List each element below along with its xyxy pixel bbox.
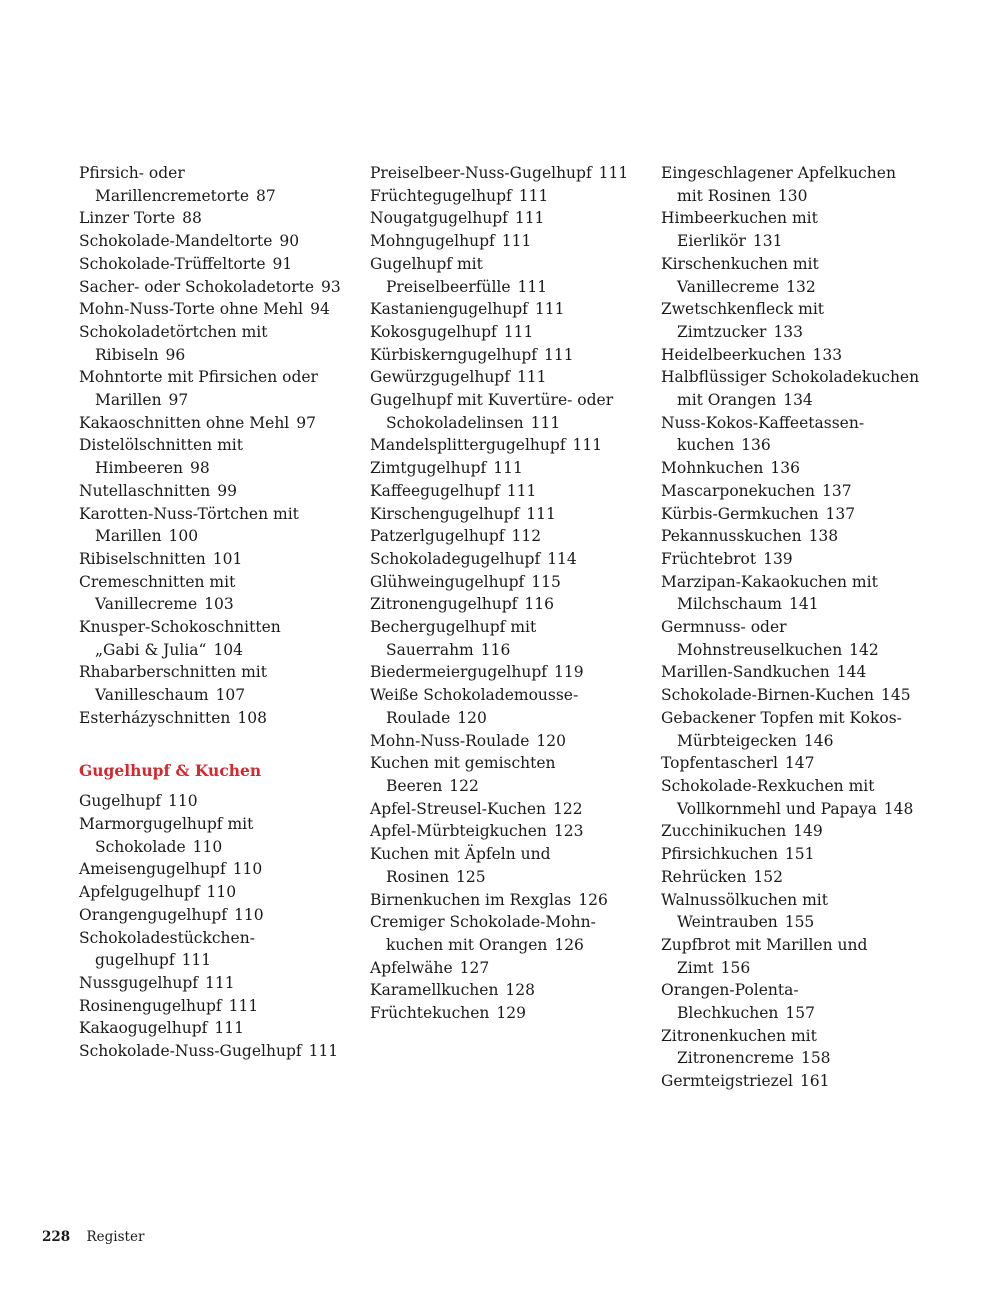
index-entry-text: Blechkuchen bbox=[677, 1004, 779, 1023]
index-entry bbox=[370, 366, 650, 389]
index-page-number: 152 bbox=[753, 867, 784, 886]
index-page-number: 99 bbox=[217, 481, 237, 500]
index-page-number: 133 bbox=[773, 322, 804, 341]
index-page-number: 129 bbox=[496, 1004, 526, 1023]
index-entry-text: Preiselbeerfülle bbox=[386, 277, 511, 296]
index-entry-text: Schokolade-Mandeltorte bbox=[79, 232, 273, 251]
index-entry-text: Zitronengugelhupf bbox=[370, 595, 518, 614]
index-entry-text: Mohnkuchen bbox=[661, 459, 764, 478]
index-entry bbox=[661, 1025, 961, 1070]
index-page-number: 111 bbox=[514, 209, 545, 228]
index-entry bbox=[370, 230, 650, 253]
index-entry bbox=[370, 457, 650, 480]
index-page-number: 161 bbox=[799, 1072, 830, 1091]
index-entry-text: Germteigstriezel bbox=[661, 1072, 793, 1091]
index-entry-text: Kirschenkuchen mit bbox=[661, 254, 819, 273]
index-entry-text: Cremeschnitten mit bbox=[79, 572, 236, 591]
index-entry-text: Walnussölkuchen mit bbox=[661, 890, 828, 909]
index-page-number: 128 bbox=[505, 981, 536, 1000]
index-entry bbox=[79, 1040, 359, 1063]
index-page-number: 111 bbox=[506, 481, 537, 500]
index-entry bbox=[79, 253, 359, 276]
index-entry-text: Preiselbeer-Nuss-Gugelhupf bbox=[370, 164, 592, 182]
index-entry-text: Kirschengugelhupf bbox=[370, 504, 520, 523]
index-entry bbox=[661, 820, 961, 843]
index-entry bbox=[79, 995, 359, 1018]
index-entry-text: kuchen bbox=[677, 436, 735, 455]
index-entry-text: Kaffeegugelhupf bbox=[370, 481, 500, 500]
index-entry bbox=[370, 798, 650, 821]
index-page-number: 104 bbox=[213, 640, 244, 659]
index-page-number: 110 bbox=[233, 905, 264, 924]
index-entry bbox=[79, 276, 359, 299]
index-page-number: 142 bbox=[849, 640, 879, 659]
index-entry bbox=[661, 344, 961, 367]
index-page-number: 120 bbox=[536, 731, 566, 750]
index-entry-text: Zucchinikuchen bbox=[661, 822, 787, 841]
index-entry-text: Schokolade-Nuss-Gugelhupf bbox=[79, 1042, 302, 1061]
index-entry-text: Rosinengugelhupf bbox=[79, 996, 222, 1015]
index-entry bbox=[370, 911, 650, 956]
index-entry bbox=[370, 321, 650, 344]
index-entry-text: Rosinen bbox=[386, 867, 450, 886]
index-entry-text: Gugelhupf mit bbox=[370, 254, 483, 273]
index-entry bbox=[370, 820, 650, 843]
index-entry-text: Mohn-Nuss-Roulade bbox=[370, 731, 530, 750]
index-entry bbox=[79, 162, 359, 207]
index-entry-text: Esterházyschnitten bbox=[79, 708, 231, 727]
index-entry-text: Zitronenkuchen mit bbox=[661, 1026, 817, 1045]
index-entry bbox=[79, 616, 359, 661]
running-footer-section: Register bbox=[86, 1229, 145, 1245]
index-entry bbox=[79, 813, 359, 858]
index-page-number: 110 bbox=[168, 792, 198, 811]
index-page-number: 148 bbox=[883, 799, 914, 818]
index-page-number: 111 bbox=[530, 413, 561, 432]
index-entry-text: Himbeerkuchen mit bbox=[661, 209, 818, 228]
index-entry bbox=[370, 162, 650, 185]
index-page-number: 139 bbox=[763, 549, 793, 568]
index-entry-text: Nuss-Kokos-Kaffeetassen- bbox=[661, 413, 865, 432]
index-entry-text: Schokolade-Rexkuchen mit bbox=[661, 776, 875, 795]
index-entry bbox=[79, 207, 359, 230]
index-page-number: 97 bbox=[296, 413, 316, 432]
index-entry-text: Rehrücken bbox=[661, 867, 747, 886]
index-entry bbox=[370, 684, 650, 729]
index-entry-text: Gebackener Topfen mit Kokos- bbox=[661, 708, 902, 727]
index-page-number: 111 bbox=[493, 459, 523, 478]
index-entry-text: Schokoladelinsen bbox=[386, 413, 524, 432]
index-entry-text: Knusper-Schokoschnitten bbox=[79, 618, 281, 637]
index-page-number: 130 bbox=[777, 186, 808, 205]
index-entry-text: Mandelsplittergugelhupf bbox=[370, 436, 566, 455]
index-page-number: 110 bbox=[232, 860, 263, 879]
index-entry-text: Germnuss- oder bbox=[661, 618, 787, 637]
index-entry-text: Patzerlgugelhupf bbox=[370, 527, 505, 546]
index-entry bbox=[661, 571, 961, 616]
index-entry bbox=[661, 843, 961, 866]
index-entry-text: Nutellaschnitten bbox=[79, 481, 211, 500]
index-entry bbox=[661, 253, 961, 298]
index-entry bbox=[79, 230, 359, 253]
index-entry-text: Kuchen mit gemischten bbox=[370, 754, 556, 773]
index-entry-text: Heidelbeerkuchen bbox=[661, 345, 806, 364]
index-entry-text: Zupfbrot mit Marillen und bbox=[661, 935, 868, 954]
index-entry bbox=[79, 707, 359, 730]
index-page-number: 146 bbox=[803, 731, 834, 750]
index-page-number: 111 bbox=[517, 277, 548, 296]
index-page-number: 115 bbox=[531, 572, 561, 591]
index-entry-text: Kürbiskerngugelhupf bbox=[370, 345, 538, 364]
index-entry-text: Vanillecreme bbox=[95, 595, 198, 614]
index-page-number: 144 bbox=[836, 663, 867, 682]
index-entry bbox=[661, 979, 961, 1024]
index-page-number: 136 bbox=[770, 459, 800, 478]
index-entry-text: Schokoladetörtchen mit bbox=[79, 322, 268, 341]
index-entry bbox=[370, 957, 650, 980]
index-entry-text: Ameisengugelhupf bbox=[79, 860, 226, 879]
index-entry-text: Linzer Torte bbox=[79, 209, 176, 228]
index-page-number: 120 bbox=[457, 708, 487, 727]
index-page-number: 155 bbox=[784, 913, 815, 932]
index-page-number: 111 bbox=[534, 300, 565, 319]
index-page-number: 98 bbox=[189, 459, 210, 478]
index-page-number: 88 bbox=[182, 209, 202, 228]
index-column-3 bbox=[661, 162, 961, 1093]
index-page-number: 96 bbox=[165, 345, 186, 364]
index-page-number: 111 bbox=[518, 186, 549, 205]
index-page-number: 91 bbox=[272, 254, 293, 273]
index-page-number: 145 bbox=[881, 686, 911, 705]
index-entry bbox=[79, 434, 359, 479]
index-entry bbox=[370, 979, 650, 1002]
index-page-number: 136 bbox=[741, 436, 771, 455]
index-entry-text: Früchtebrot bbox=[661, 549, 757, 568]
index-page-number: 111 bbox=[598, 164, 629, 182]
index-entry bbox=[370, 525, 650, 548]
index-column-2 bbox=[370, 162, 650, 1025]
index-page-number: 116 bbox=[524, 595, 554, 614]
index-entry bbox=[370, 661, 650, 684]
index-entry-text: Mürbteigecken bbox=[677, 731, 797, 750]
index-entry-text: Mohn-Nuss-Torte ohne Mehl bbox=[79, 300, 304, 319]
index-entry-text: Roulade bbox=[386, 708, 451, 727]
index-page-number: 123 bbox=[553, 822, 584, 841]
index-page-number: 108 bbox=[237, 708, 267, 727]
index-page-number: 111 bbox=[572, 436, 603, 455]
index-entry-text: Ribiseln bbox=[95, 345, 159, 364]
index-entry bbox=[79, 503, 359, 548]
index-entry-text: Himbeeren bbox=[95, 459, 184, 478]
index-page-number: 100 bbox=[168, 527, 199, 546]
index-entry bbox=[370, 571, 650, 594]
index-entry bbox=[79, 858, 359, 881]
index-entry bbox=[79, 366, 359, 411]
index-entry bbox=[79, 321, 359, 366]
index-entry bbox=[79, 480, 359, 503]
index-page-number: 111 bbox=[228, 996, 259, 1015]
index-entry bbox=[79, 571, 359, 616]
index-entry-text: Gugelhupf mit Kuvertüre- oder bbox=[370, 391, 614, 410]
index-entry-text: Gewürzgugelhupf bbox=[370, 368, 510, 387]
index-page-number: 94 bbox=[310, 300, 330, 319]
index-entry bbox=[661, 412, 961, 457]
index-entry bbox=[370, 730, 650, 753]
index-entry-text: Birnenkuchen im Rexglas bbox=[370, 890, 572, 909]
index-entry-text: Schokoladestückchen- bbox=[79, 928, 255, 947]
index-entry-text: Weintrauben bbox=[677, 913, 778, 932]
index-page-number: 151 bbox=[784, 845, 815, 864]
index-entry bbox=[661, 866, 961, 889]
index-entry bbox=[661, 684, 961, 707]
index-entry-text: Beeren bbox=[386, 776, 443, 795]
index-entry-text: Zimt bbox=[677, 958, 714, 977]
index-page-number: 111 bbox=[503, 322, 534, 341]
index-entry-text: Vanilleschaum bbox=[95, 686, 209, 705]
index-entry bbox=[370, 889, 650, 912]
index-page-number: 111 bbox=[181, 951, 212, 970]
index-page-number: 111 bbox=[308, 1042, 339, 1061]
section-heading: Gugelhupf & Kuchen bbox=[79, 760, 262, 780]
index-entry-text: Pfirsichkuchen bbox=[661, 845, 778, 864]
index-entry-text: Zimtzucker bbox=[677, 322, 767, 341]
index-entry-text: Orangengugelhupf bbox=[79, 905, 227, 924]
index-entry-text: Mohntorte mit Pfirsichen oder bbox=[79, 368, 318, 387]
index-page-number: 111 bbox=[205, 973, 235, 992]
index-entry-text: Vanillecreme bbox=[677, 277, 780, 296]
index-entry bbox=[370, 480, 650, 503]
index-entry-text: Kuchen mit Äpfeln und bbox=[370, 845, 551, 864]
index-entry-text: Vollkornmehl und Papaya bbox=[677, 799, 877, 818]
index-page-number: 126 bbox=[578, 890, 608, 909]
index-entry-text: Ribiselschnitten bbox=[79, 549, 206, 568]
index-page-number: 137 bbox=[821, 481, 852, 500]
index-page-number: 101 bbox=[212, 549, 243, 568]
index-entry-text: Sacher- oder Schokoladetorte bbox=[79, 277, 315, 296]
index-entry-text: Pekannusskuchen bbox=[661, 527, 802, 546]
index-entry bbox=[79, 790, 359, 813]
index-page-number: 87 bbox=[256, 186, 276, 205]
index-entry bbox=[661, 548, 961, 571]
index-entry bbox=[661, 752, 961, 775]
index-entry bbox=[370, 1002, 650, 1025]
index-entry bbox=[661, 457, 961, 480]
index-page-number: 111 bbox=[214, 1019, 244, 1038]
index-entry-text: Apfel-Streusel-Kuchen bbox=[370, 799, 546, 818]
index-entry-text: Pfirsich- oder bbox=[79, 164, 185, 182]
index-entry-text: Früchtekuchen bbox=[370, 1004, 490, 1023]
index-entry bbox=[661, 1070, 961, 1093]
index-entry-text: Gugelhupf bbox=[79, 792, 162, 811]
index-entry bbox=[661, 889, 961, 934]
index-page-number: 110 bbox=[206, 883, 237, 902]
index-entry-text: Halbflüssiger Schokoladekuchen bbox=[661, 368, 920, 387]
index-entry bbox=[661, 480, 961, 503]
index-entry-text: Schokoladegugelhupf bbox=[370, 549, 541, 568]
index-entry bbox=[79, 881, 359, 904]
index-entry-text: Weiße Schokolademousse- bbox=[370, 686, 579, 705]
index-entry-text: Kokosgugelhupf bbox=[370, 322, 497, 341]
index-entry-text: Apfel-Mürbteigkuchen bbox=[370, 822, 547, 841]
index-page-number: 90 bbox=[279, 232, 300, 251]
index-entry-text: Schokolade bbox=[95, 837, 186, 856]
index-entry bbox=[661, 207, 961, 252]
index-page-number: 132 bbox=[786, 277, 816, 296]
index-page-number: 103 bbox=[204, 595, 234, 614]
index-entry bbox=[370, 593, 650, 616]
index-page-number: 157 bbox=[785, 1004, 815, 1023]
index-entry bbox=[370, 616, 650, 661]
index-entry-text: Mohngugelhupf bbox=[370, 232, 495, 251]
index-page-number: 112 bbox=[511, 527, 542, 546]
index-entry-text: Biedermeiergugelhupf bbox=[370, 663, 548, 682]
index-entry-text: Schokolade-Trüffeltorte bbox=[79, 254, 266, 273]
page-footer bbox=[42, 1229, 144, 1245]
index-entry-text: Kastaniengugelhupf bbox=[370, 300, 528, 319]
index-entry-text: gugelhupf bbox=[95, 951, 175, 970]
index-entry bbox=[79, 927, 359, 972]
index-entry bbox=[370, 434, 650, 457]
index-page-number: 158 bbox=[800, 1049, 831, 1068]
index-page-number: 127 bbox=[459, 958, 490, 977]
index-column-1 bbox=[79, 162, 359, 1063]
index-entry bbox=[79, 972, 359, 995]
index-entry-text: Cremiger Schokolade-Mohn- bbox=[370, 913, 596, 932]
index-entry-text: Schokolade-Birnen-Kuchen bbox=[661, 686, 875, 705]
index-entry-text: kuchen mit Orangen bbox=[386, 935, 548, 954]
index-entry bbox=[370, 843, 650, 888]
index-entry-text: Kürbis-Germkuchen bbox=[661, 504, 819, 523]
index-page-number: 111 bbox=[516, 368, 547, 387]
index-entry-text: Marillencremetorte bbox=[95, 186, 250, 205]
index-entry-text: „Gabi & Julia“ bbox=[95, 640, 207, 659]
index-entry-text: Topfentascherl bbox=[661, 754, 778, 773]
index-page-number: 125 bbox=[456, 867, 486, 886]
index-entry-text: Apfelwähe bbox=[370, 958, 453, 977]
index-entry bbox=[370, 185, 650, 208]
index-entry bbox=[370, 548, 650, 571]
index-page-number: 119 bbox=[554, 663, 584, 682]
index-entry bbox=[661, 934, 961, 979]
index-entry bbox=[370, 389, 650, 434]
index-entry-text: Nougatgugelhupf bbox=[370, 209, 508, 228]
index-entry bbox=[370, 253, 650, 298]
index-entry bbox=[661, 525, 961, 548]
index-page-number: 114 bbox=[547, 549, 577, 568]
index-page-number: 156 bbox=[720, 958, 751, 977]
index-entry-text: Eingeschlagener Apfelkuchen bbox=[661, 164, 896, 182]
index-entry bbox=[661, 707, 961, 752]
page-number: 228 bbox=[42, 1229, 71, 1245]
index-entry-text: Marillen bbox=[95, 527, 162, 546]
index-entry bbox=[79, 1017, 359, 1040]
index-entry-text: mit Orangen bbox=[677, 391, 777, 410]
index-entry-text: Mascarponekuchen bbox=[661, 481, 816, 500]
index-entry bbox=[661, 366, 961, 411]
index-entry-text: Früchtegugelhupf bbox=[370, 186, 512, 205]
index-entry bbox=[370, 752, 650, 797]
index-entry-text: Kakaoschnitten ohne Mehl bbox=[79, 413, 290, 432]
index-entry-text: Zwetschkenfleck mit bbox=[661, 300, 824, 319]
index-entry-text: Karamellkuchen bbox=[370, 981, 499, 1000]
index-entry-text: Zitronencreme bbox=[677, 1049, 794, 1068]
index-entry-text: Apfelgugelhupf bbox=[79, 883, 200, 902]
index-page-number: 110 bbox=[192, 837, 223, 856]
index-entry bbox=[661, 616, 961, 661]
index-entry bbox=[79, 412, 359, 435]
index-entry-text: Eierlikör bbox=[677, 232, 746, 251]
index-entry-text: Mohnstreuselkuchen bbox=[677, 640, 843, 659]
index-page-number: 149 bbox=[793, 822, 823, 841]
index-entry bbox=[370, 298, 650, 321]
index-entry-text: Rhabarberschnitten mit bbox=[79, 663, 267, 682]
index-entry bbox=[661, 162, 961, 207]
index-page-number: 131 bbox=[752, 232, 783, 251]
index-entry-text: Bechergugelhupf mit bbox=[370, 618, 537, 637]
index-page-number: 126 bbox=[554, 935, 584, 954]
index-entry bbox=[79, 298, 359, 321]
index-entry bbox=[79, 661, 359, 706]
index-page-number: 134 bbox=[783, 391, 813, 410]
index-entry bbox=[370, 207, 650, 230]
index-entry-text: Zimtgugelhupf bbox=[370, 459, 487, 478]
index-entry-text: Karotten-Nuss-Törtchen mit bbox=[79, 504, 299, 523]
index-entry bbox=[661, 298, 961, 343]
index-page-number: 147 bbox=[784, 754, 815, 773]
index-page-number: 137 bbox=[825, 504, 856, 523]
index-page-number: 107 bbox=[215, 686, 246, 705]
index-entry-text: Kakaogugelhupf bbox=[79, 1019, 208, 1038]
index-entry bbox=[79, 548, 359, 571]
index-entry-text: Marmorgugelhupf mit bbox=[79, 814, 254, 833]
index-entry bbox=[370, 344, 650, 367]
index-entry-text: Nussgugelhupf bbox=[79, 973, 199, 992]
index-page-number: 138 bbox=[808, 527, 839, 546]
index-entry-text: Marillen bbox=[95, 391, 162, 410]
index-entry bbox=[370, 503, 650, 526]
index-entry bbox=[661, 775, 961, 820]
index-page-number: 93 bbox=[321, 277, 341, 296]
index-entry-text: Marzipan-Kakaokuchen mit bbox=[661, 572, 878, 591]
index-entry bbox=[79, 904, 359, 927]
index-page-number: 111 bbox=[543, 345, 574, 364]
index-entry bbox=[661, 503, 961, 526]
index-entry bbox=[661, 661, 961, 684]
index-page-number: 122 bbox=[552, 799, 583, 818]
index-entry-text: Marillen-Sandkuchen bbox=[661, 663, 830, 682]
index-entry-text: Milchschaum bbox=[677, 595, 782, 614]
index-page-number: 141 bbox=[788, 595, 819, 614]
index-entry-text: Sauerrahm bbox=[386, 640, 474, 659]
index-page-number: 122 bbox=[449, 776, 479, 795]
index-page-number: 133 bbox=[812, 345, 843, 364]
index-entry-text: Glühweingugelhupf bbox=[370, 572, 525, 591]
index-page-number: 111 bbox=[501, 232, 532, 251]
index-entry-text: mit Rosinen bbox=[677, 186, 771, 205]
index-entry-text: Orangen-Polenta- bbox=[661, 981, 799, 1000]
index-page-number: 97 bbox=[168, 391, 189, 410]
index-page-number: 116 bbox=[480, 640, 511, 659]
index-entry-text: Distelölschnitten mit bbox=[79, 436, 243, 455]
index-page-number: 111 bbox=[526, 504, 556, 523]
